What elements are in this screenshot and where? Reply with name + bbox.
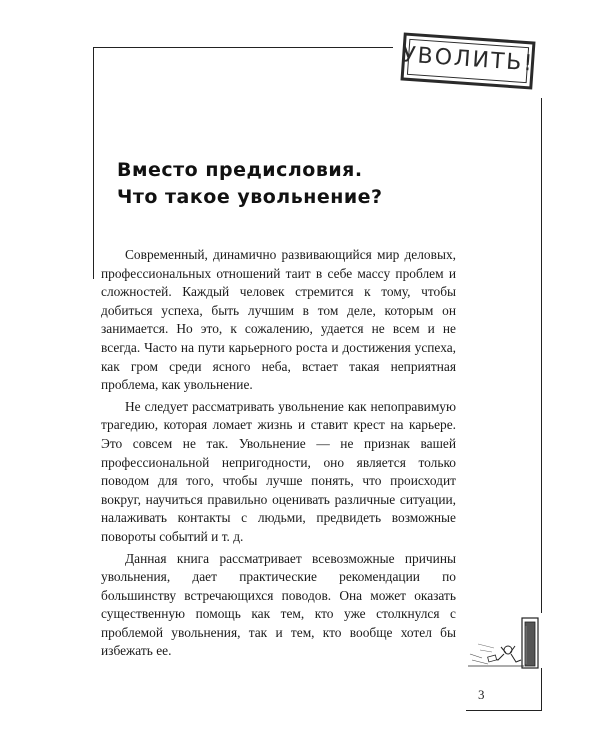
body-text <box>101 246 456 664</box>
frame-rule-right <box>541 98 542 613</box>
heading-line-2: Что такое увольнение? <box>117 186 383 208</box>
heading-line-1: Вместо предисловия. <box>117 159 363 181</box>
frame-rule-right-lower <box>541 668 542 711</box>
door-kick-illustration-icon <box>468 614 540 670</box>
chapter-heading <box>117 157 437 211</box>
paragraph: Данная книга рассматривает всевозможные причины увольнения, дает практические рекомендации по большинству встречающихся поводов. Она может оказать существенную помощь как тем, кто уже столкнулся с проблемой увольнения, так и тем, кто вообще хотел бы избежать ее. <box>101 550 456 659</box>
frame-rule-left <box>93 47 94 279</box>
page-number: 3 <box>478 687 485 702</box>
paragraph: Не следует рассматривать увольнение как непоправимую трагедию, которая ломает жизнь и ставит крест на карьере. Это совсем не так. Увольнение — не признак вашей профессиональной непригодности, оно является только поводом для того, чтобы лучше понять, что происходит вокруг, научиться правильно оценивать различные ситуации, налаживать контакты с людьми, предвидеть возможные повороты событий и т. д. <box>101 398 456 544</box>
frame-rule-top <box>93 47 393 48</box>
fire-stamp <box>400 32 535 89</box>
frame-rule-bottom <box>466 710 542 711</box>
paragraph: Современный, динамично развивающийся мир деловых, профессиональных отношений таит в себе массу проблем и сложностей. Каждый человек стремится к тому, чтобы добиться успеха, быть лучшим в том деле, которым он занимается. Но это, к сожалению, удается не всем и не всегда. Часто на пути карьерного роста и достижения успеха, как гром среди ясного неба, встает такая неприятная проблема, как увольнение. <box>101 247 456 393</box>
stamp-text: УВОЛИТЬ! <box>401 42 535 77</box>
